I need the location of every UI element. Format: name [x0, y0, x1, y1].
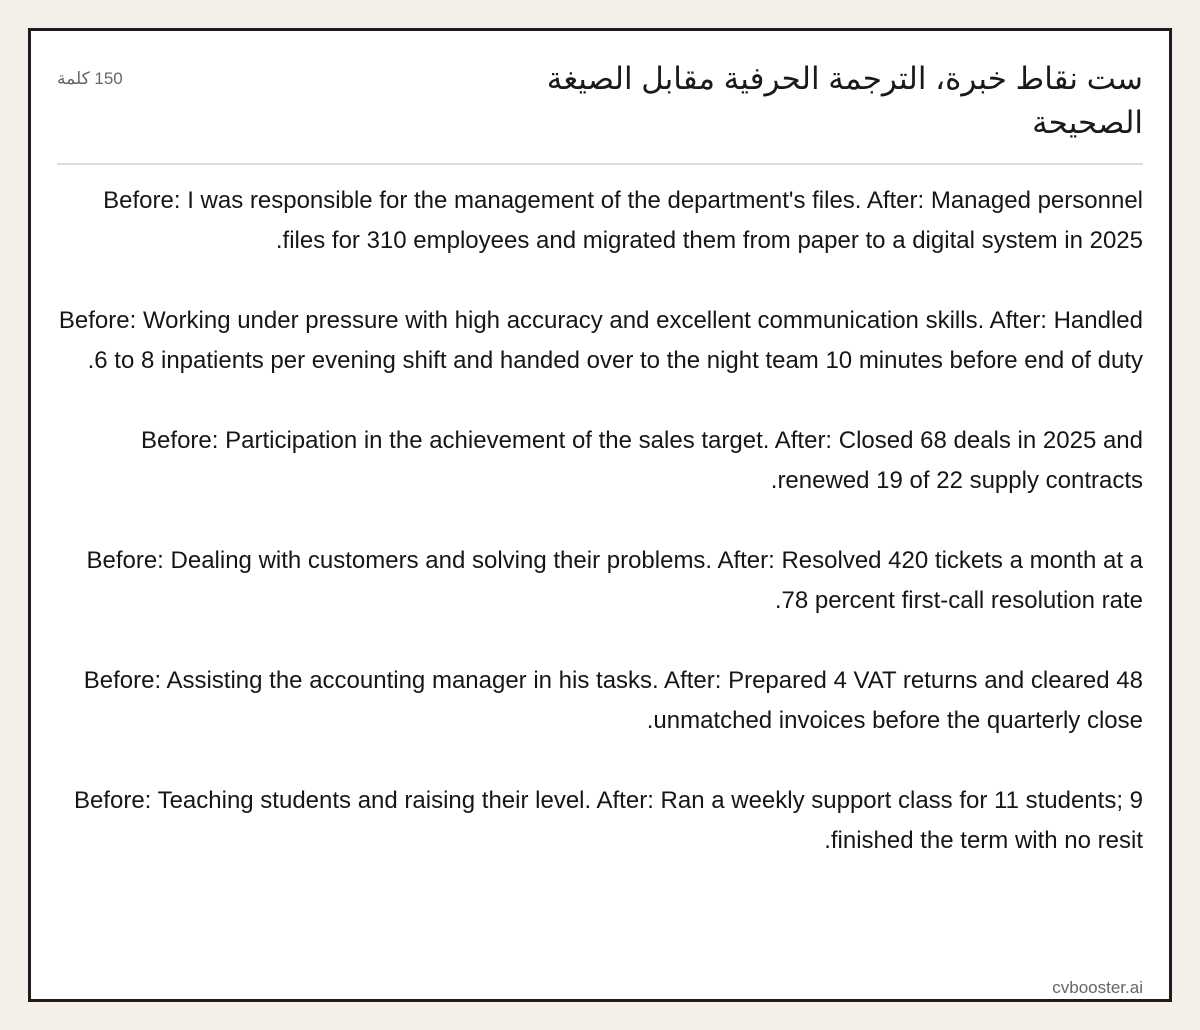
entry-item: Before: Dealing with customers and solving their problems. After: Resolved 420 tickets a month at a 78 percent first-call resolution rate.	[86, 547, 1143, 614]
entries-list	[57, 181, 1143, 861]
card-header	[57, 57, 1143, 165]
entry-item: Before: Assisting the accounting manager in his tasks. After: Prepared 4 VAT returns and cleared 48 unmatched invoices before the quarterly close.	[83, 667, 1143, 734]
entry-item: Before: Teaching students and raising their level. After: Ran a weekly support class for 11 students; 9 finished the term with no resit.	[73, 787, 1143, 854]
entry-item: Before: I was responsible for the management of the department's files. After: Managed personnel files for 310 employees and migrated them from paper to a digital system in 2025.	[103, 187, 1143, 254]
content-card	[28, 28, 1172, 1002]
word-count: 150 كلمة	[57, 69, 123, 88]
page-title: ست نقاط خبرة، الترجمة الحرفية مقابل الصيغة الصحيحة	[546, 61, 1143, 140]
entry-item: Before: Working under pressure with high accuracy and excellent communication skills. After: Handled 6 to 8 inpatients per evening shift and handed over to the night team 10 minutes before end of duty.	[58, 307, 1143, 374]
brand-watermark: cvbooster.ai	[1052, 978, 1143, 997]
entry-item: Before: Participation in the achievement of the sales target. After: Closed 68 deals in 2025 and renewed 19 of 22 supply contracts.	[141, 427, 1143, 494]
